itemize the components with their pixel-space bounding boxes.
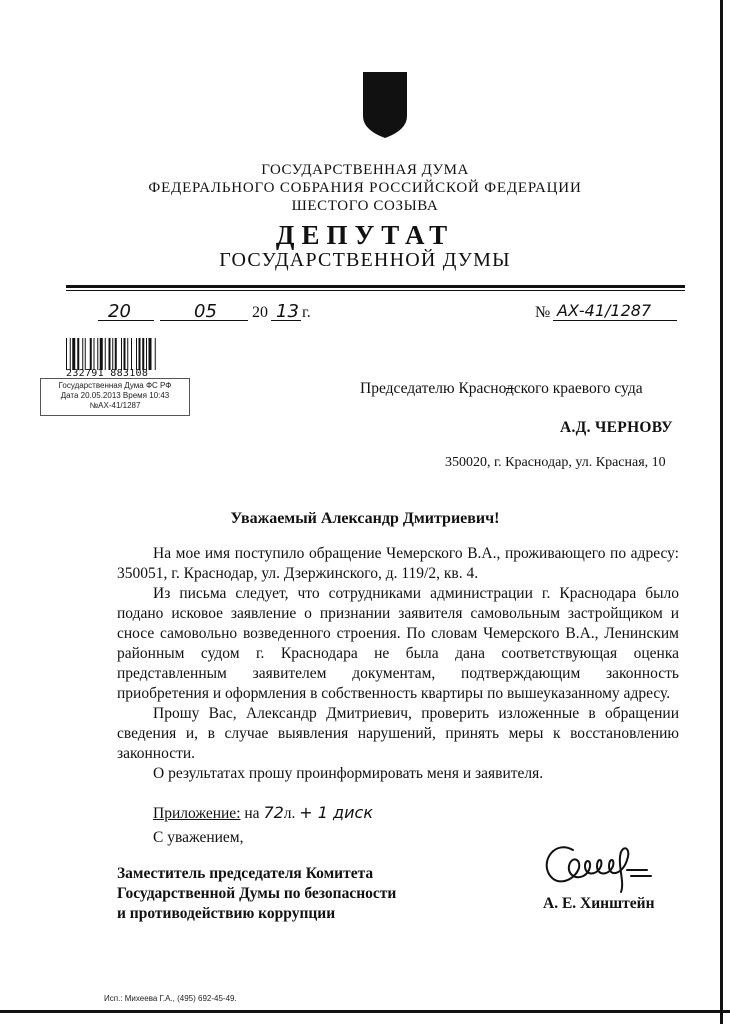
header-rule-thin [66, 290, 685, 291]
registration-stamp [40, 378, 190, 416]
stamp-line-1: Государственная Дума ФС РФ [58, 381, 172, 390]
header-rule-thick [66, 285, 685, 288]
addressee-position-start: Председателю Красно [360, 380, 506, 397]
date-month: 05 [194, 301, 217, 322]
barcode-number: 232791 883108 [66, 368, 149, 379]
scan-edge-bottom [0, 1010, 730, 1013]
appendix-pages: 72 [263, 803, 284, 822]
number-value: АХ-41/1287 [557, 301, 652, 320]
letterhead-title: ДЕПУТАТ [275, 220, 455, 250]
stamp-line-3: №АХ-41/1287 [89, 401, 141, 410]
salutation: Уважаемый Александр Дмитриевич! [230, 510, 500, 527]
date-field [96, 300, 396, 326]
appendix-line [153, 803, 373, 823]
body-paragraph: О результатах прошу проинформировать меня и заявителя. [153, 765, 544, 782]
date-year-suffix: 13 [276, 301, 299, 322]
letterhead-subtitle: ГОСУДАРСТВЕННОЙ ДУМЫ [219, 249, 511, 271]
coat-of-arms-emblem [361, 72, 409, 138]
closing-regards: С уважением, [153, 829, 244, 846]
addressee-position [360, 380, 643, 398]
stamp-line-2: Дата 20.05.2013 Время 10:43 [60, 391, 170, 400]
appendix-label: Приложение: [153, 805, 241, 822]
appendix-unit: л. [283, 805, 300, 822]
document-number [535, 300, 685, 326]
body-paragraph: На мое имя поступило обращение Чемерского В.А., проживающего по адресу: 350051, г. Краснодар, ул. Дзержинского, д. 119/2, кв. 4. [117, 545, 679, 582]
letterhead-line-3: ШЕСТОГО СОЗЫВА [291, 198, 439, 214]
addressee-address: 350020, г. Краснодар, ул. Красная, 10 [445, 455, 666, 470]
appendix-handwritten: + 1 диск [299, 803, 373, 822]
date-year-prefix: 20 [252, 304, 268, 321]
letterhead-line-2: ФЕДЕРАЛЬНОГО СОБРАНИЯ РОССИЙСКОЙ ФЕДЕРАЦИИ [148, 180, 582, 196]
body-paragraph: Из письма следует, что сотрудниками администрации г. Краснодара было подано исковое заявление о признании заявителя самовольным застройщиком и сносе самовольно возведенного строения. По словам Чемерского В.А., Ленинским районным судом г. Краснодара не была дана соответствующая оценка представленным заявителем документам, подтверждающим законность приобретения и оформления в собственность квартиры по вышеуказанному адресу. [117, 585, 679, 702]
scan-edge-right [720, 0, 723, 1024]
date-suffix: г. [302, 304, 311, 321]
handwritten-signature [535, 830, 665, 900]
number-prefix: № [535, 304, 551, 321]
signer-position [117, 864, 396, 924]
signer-position-line-3: и противодействию коррупции [117, 905, 336, 922]
signer-position-line-1: Заместитель председателя Комитета [117, 865, 374, 882]
body-paragraph: Прошу Вас, Александр Дмитриевич, проверить изложенные в обращении сведения и, в случае выявления нарушений, принять меры к восстановлению законности. [117, 705, 679, 762]
date-day: 20 [108, 301, 131, 322]
addressee-struck-letter: д [505, 380, 514, 397]
addressee-name: А.Д. ЧЕРНОВУ [560, 419, 673, 436]
letter-body [117, 544, 679, 784]
barcode-graphic [66, 338, 184, 370]
appendix-text: на [240, 805, 264, 822]
signer-position-line-2: Государственной Думы по безопасности [117, 885, 397, 902]
signer-name: А. Е. Хинштейн [543, 895, 655, 912]
letterhead-line-1: ГОСУДАРСТВЕННАЯ ДУМА [261, 162, 469, 178]
addressee-position-end: ского краевого суда [513, 380, 643, 397]
executor-info: Исп.: Михеева Г.А., (495) 692-45-49. [104, 994, 237, 1003]
